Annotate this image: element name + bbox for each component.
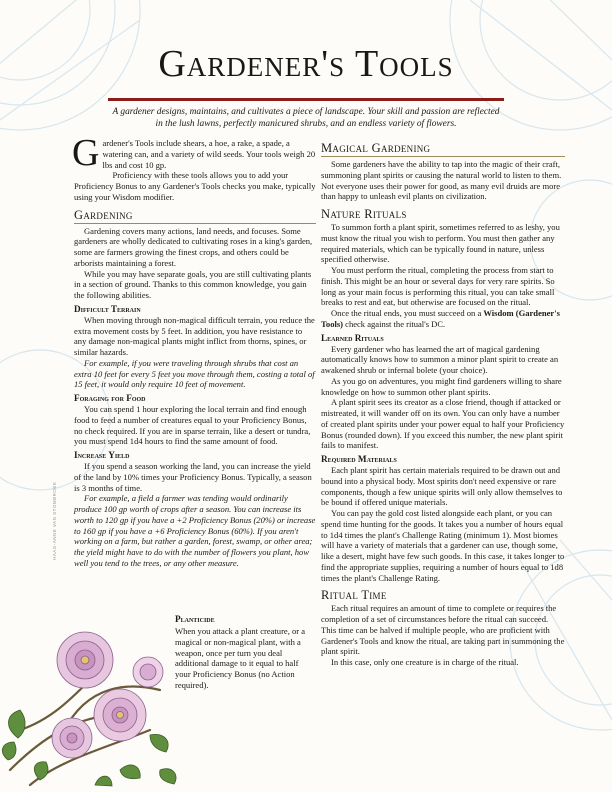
foraging-paragraph: You can spend 1 hour exploring the local terrain and find enough food to feed a number of creatures equal to your Proficiency Bonus, no check required. If you are in sparse terrain, like a desert or tundra, you must spend 1d4 hours to find the same amount of food. [74,404,311,447]
increase-yield-heading: Increase Yield [74,450,130,460]
rose-flowers-illustration-icon [0,620,185,792]
difficult-terrain-paragraph: When moving through non-magical difficult terrain, you reduce the extra movement costs by 5 feet. In addition, you have resistance to any damage non-magical plants might inflict from thorns, spines, or similar hazards. [74,314,315,357]
required-materials-heading: Required Materials [321,454,397,464]
nature-rituals-paragraph-1: To summon forth a plant spirit, sometimes referred to as leshy, you must know the ritual you wish to perform. You must then gather any required materials, which can be typically found in nature, unless specified otherwise. [321,222,560,265]
learned-rituals-paragraph-2: As you go on adventures, you might find gardeners willing to share knowledge on how to summon other plant spirits. [321,375,562,397]
difficult-terrain-example: For example, if you were traveling through shrubs that cost an extra 10 feet for every 5 feet you move through them, costing a total of 15 feet, it would only require 10 feet of movement. [74,357,315,390]
intro-text: A gardener designs, maintains, and cultivates a piece of landscape. Your skill and passion are reflected in the lush lawns, perfectly manicured shrubs, and an endless variety of flowers. [112,107,500,129]
magical-gardening-paragraph: Some gardeners have the ability to tap into the magic of their craft, summoning plant spirits or causing the natural world to listen to them. Not everyone uses their power for good, as many evil druids are more than happy to unleash evil plants on civilization. [321,159,562,202]
learned-rituals-heading: Learned Rituals [321,332,384,343]
drop-cap: G [72,132,100,174]
required-materials-paragraph-1: Each plant spirit has certain materials required to be drawn out and bound into a physical body. Most spirits don't need expensive or rare components, though a few unique spirits will only allow themselves to be bound if offered unique materials. [321,465,563,508]
left-column [72,132,316,569]
heading-rule [74,223,316,224]
title-divider [108,98,504,101]
required-materials-paragraph-2: You can pay the gold cost listed alongside each plant, or you can spend time hunting for the goods. It takes you a number of hours equal to 1d4 times the plant's Challenge Rating (minimum 1). Most biomes will have a variety of materials that a gardener can use, though some, like a desert, might have few such goods. In this case, it takes longer to find the appropriate supplies, requiring a number of hours equal to 1d8 times the plant's Challenge Rating. [321,508,565,583]
gardening-paragraph-1: Gardening covers many actions, land needs, and focuses. Some gardeners are wholly dedicated to cultivating roses in a king's garden, some are farmers growing the finest crops, and others could be arborists maintaining a forest. [74,225,313,268]
planticide-section [175,614,315,691]
foraging-heading: Foraging for Food [74,393,146,403]
planticide-heading: Planticide [175,614,215,624]
nature-rituals-heading: Nature Rituals [321,207,407,221]
increase-yield-example: For example, a field a farmer was tending would ordinarily produce 100 gp worth of crops after a season. You can increase its worth to 120 gp if you have a +2 Proficiency Bonus (20%) or increase to 160 gp if you have a +6 Proficiency Bonus (60%). If you aren't working on a farm, but rather a garden, forest, swamp, or other area; the yield might have to do with the number of flowers you plant, how well you tend to the trees, or any other measure. [74,493,316,568]
heading-rule [321,156,565,157]
gardening-paragraph-2: While you may have separate goals, you are still cultivating plants in a section of ground. Thanks to this common knowledge, you gain the following abilities. [74,268,312,300]
lead-paragraph: Gardener's Tools include shears, a hoe, a rake, a spade, a watering can, and a variety of wild seeds. Your tools weigh 20 lbs and cost 10 gp. [72,132,316,174]
page-title: Gardener's Tools [158,43,454,85]
right-column [321,141,565,668]
learned-rituals-paragraph-1: Every gardener who has learned the art of magical gardening automatically knows how to summon a minor plant spirit to create an awakened shrub or infernal bolete (your choice). [321,343,559,375]
nature-rituals-paragraph-3: Once the ritual ends, you must succeed on a Wisdom (Gardener's Tools) check against the ritual's DC. [321,308,560,329]
artist-credit: HAAG-ANNE VAN STOMBROEK [52,481,57,560]
ritual-time-paragraph-1: Each ritual requires an amount of time to complete or requires the completion of a set of circumstances before the ritual can succeed. This time can be halved if multiple people, who are proficient with Gardener's Tools and know the ritual, are taking part in summoning the plant spirit. [321,603,565,657]
nature-rituals-paragraph-2: You must perform the ritual, completing the process from start to finish. This might be an hour or several days for very rare spirits. So long as your main focus is performing this ritual, you can take small breaks to rest and eat, but otherwise are focused on the ritual. [321,265,555,308]
lead-paragraph-2: Proficiency with these tools allows you to add your Proficiency Bonus to any Gardener's Tools checks you make, typically using your Wisdom modifier. [74,170,316,202]
learned-rituals-paragraph-3: A plant spirit sees its creator as a close friend, though if attacked or mistreated, it will wander off on its own. You can only have a number of created plant spirits under your power equal to half your Proficiency Bonus (rounded down). If you exceed this number, the new plant spirit fails to manifest. [321,397,565,451]
planticide-text: When you attack a plant creature, or a magical or non-magical plant, with a weapon, once per turn you deal additional damage to it equal to half your Proficiency Bonus (no Action required). [175,626,306,690]
ritual-time-paragraph-2: In this case, only one creature is in charge of the ritual. [331,657,519,667]
increase-yield-paragraph: If you spend a season working the land, you can increase the yield of the land by 10% times your Proficiency Bonus. Typically, a season is 3 months of time. [74,461,312,493]
ritual-time-heading: Ritual Time [321,588,387,603]
magical-gardening-heading: Magical Gardening [321,141,431,155]
gardening-heading: Gardening [74,207,133,222]
difficult-terrain-heading: Difficult Terrain [74,303,141,314]
